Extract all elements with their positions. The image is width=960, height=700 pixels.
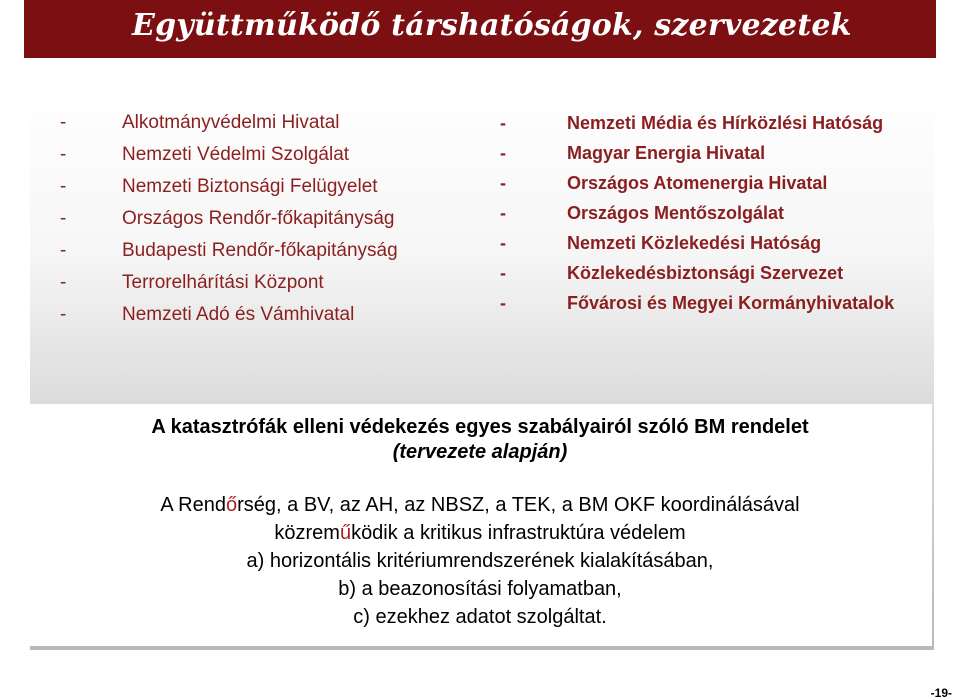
list-item-label: Alkotmányvédelmi Hivatal — [122, 112, 340, 133]
list-item-label: Fővárosi és Megyei Kormányhivatalok — [567, 293, 895, 313]
list-item — [500, 172, 910, 194]
list-dash: - — [500, 293, 506, 313]
list-item-label: Nemzeti Közlekedési Hatóság — [567, 233, 822, 253]
list-dash: - — [60, 272, 67, 293]
accent-letter: ű — [339, 522, 352, 544]
regulation-title: A katasztrófák elleni védekezés egyes szabályairól szóló BM rendelet — [151, 416, 809, 438]
list-dash: - — [60, 208, 67, 229]
body-line — [28, 491, 932, 519]
list-dash: - — [60, 176, 67, 197]
list-item-label: Nemzeti Média és Hírközlési Hatóság — [567, 113, 884, 133]
body-line — [28, 519, 932, 547]
body-text-segment: rség, a BV, az AH, az NBSZ, a TEK, a BM OKF koordinálásával — [237, 494, 800, 516]
list-dash: - — [500, 263, 506, 283]
list-dash: - — [60, 112, 67, 133]
body-text-segment: A Rend — [160, 494, 226, 516]
regulation-subtitle: (tervezete alapján) — [392, 441, 568, 463]
list-item-label: Terrorelhárítási Központ — [122, 272, 324, 293]
list-item — [500, 262, 910, 284]
list-item-label: Nemzeti Védelmi Szolgálat — [122, 144, 350, 165]
list-item-label: Nemzeti Adó és Vámhivatal — [122, 304, 355, 325]
body-text-segment: ködik a kritikus infrastruktúra védelem — [351, 522, 686, 544]
body-line: a) horizontális kritériumrendszerének kialakításában, — [246, 550, 714, 572]
list-item-label: Nemzeti Biztonsági Felügyelet — [122, 176, 378, 197]
regulation-box — [28, 404, 932, 646]
list-item-label: Közlekedésbiztonsági Szervezet — [567, 263, 844, 283]
page-number: -19- — [930, 686, 952, 700]
list-item — [500, 232, 910, 254]
page-title: Együttműködő társhatóságok, szervezetek — [132, 8, 852, 43]
body-text-segment: közrem — [274, 522, 340, 544]
list-item — [500, 292, 910, 314]
list-dash: - — [500, 233, 506, 253]
body-line: b) a beazonosítási folyamatban, — [338, 578, 622, 600]
list-dash: - — [500, 203, 506, 223]
list-item-label: Budapesti Rendőr-főkapitányság — [122, 240, 398, 261]
accent-letter: ő — [226, 494, 238, 516]
list-dash: - — [500, 143, 506, 163]
list-dash: - — [500, 173, 506, 193]
regulation-body — [28, 491, 932, 631]
list-item-label: Országos Rendőr-főkapitányság — [122, 208, 395, 229]
list-item-label: Országos Atomenergia Hivatal — [567, 173, 828, 193]
list-item — [500, 112, 910, 134]
body-line: c) ezekhez adatot szolgáltat. — [353, 606, 607, 628]
list-item — [500, 202, 910, 224]
list-item-label: Magyar Energia Hivatal — [567, 143, 766, 163]
right-organization-list — [500, 112, 910, 322]
list-dash: - — [500, 113, 506, 133]
list-dash: - — [60, 304, 67, 325]
list-dash: - — [60, 240, 67, 261]
list-item-label: Országos Mentőszolgálat — [567, 203, 785, 223]
list-item — [500, 142, 910, 164]
list-dash: - — [60, 144, 67, 165]
